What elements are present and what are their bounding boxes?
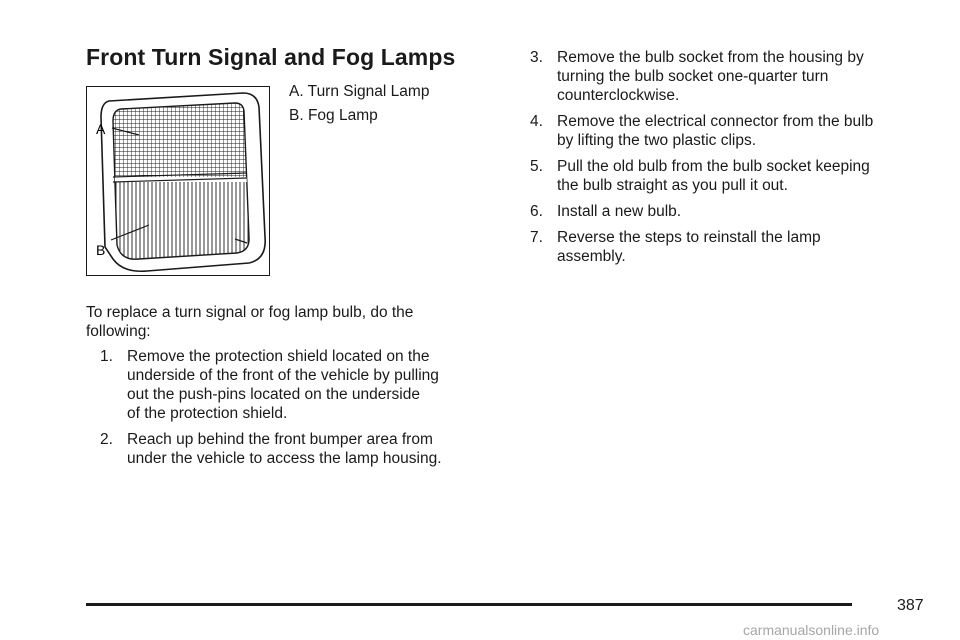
lamp-diagram-svg — [87, 87, 268, 274]
step-line: Pull the old bulb from the bulb socket keeping — [557, 158, 870, 175]
figure-legend — [289, 83, 429, 131]
step-item — [530, 112, 950, 150]
step-number: 2. — [100, 431, 113, 448]
step-line: Reverse the steps to reinstall the lamp — [557, 229, 821, 246]
step-line: turning the bulb socket one-quarter turn — [557, 68, 829, 85]
step-line: Install a new bulb. — [557, 203, 682, 220]
step-item — [530, 202, 950, 221]
step-number: 4. — [530, 113, 543, 130]
turn-signal-lens — [107, 97, 257, 177]
footer-rule — [86, 603, 852, 606]
legend-item-fog-lamp: B. Fog Lamp — [289, 107, 378, 124]
legend-item-turn-signal: A. Turn Signal Lamp — [289, 83, 430, 100]
step-number: 6. — [530, 203, 543, 220]
step-line: underside of the front of the vehicle by pulling — [127, 367, 439, 384]
step-line: out the push-pins located on the underside — [127, 386, 420, 403]
step-text — [557, 157, 950, 195]
step-text — [557, 48, 950, 105]
step-number: 7. — [530, 229, 543, 246]
page-number: 387 — [897, 597, 924, 614]
intro-line: following: — [86, 323, 151, 340]
step-item — [530, 157, 950, 195]
intro-paragraph — [86, 303, 506, 341]
step-item — [100, 430, 520, 468]
lamp-illustration — [86, 86, 270, 276]
page-title: Front Turn Signal and Fog Lamps — [86, 44, 456, 70]
step-line: counterclockwise. — [557, 87, 680, 104]
watermark: carmanualsonline.info — [743, 622, 880, 638]
step-number: 1. — [100, 348, 113, 365]
step-number: 5. — [530, 158, 543, 175]
step-text — [557, 112, 950, 150]
step-text — [557, 202, 950, 221]
callout-b: B — [96, 242, 106, 258]
step-item — [530, 228, 950, 266]
step-line: assembly. — [557, 248, 626, 265]
step-item — [100, 347, 520, 423]
steps-list-right — [530, 48, 950, 273]
step-text — [557, 228, 950, 266]
step-line: by lifting the two plastic clips. — [557, 132, 757, 149]
step-line: of the protection shield. — [127, 405, 288, 422]
step-line: under the vehicle to access the lamp housing. — [127, 450, 442, 467]
fog-lamp-lens — [107, 182, 257, 267]
steps-list-left — [100, 347, 520, 475]
step-item — [530, 48, 950, 105]
step-line: Reach up behind the front bumper area from — [127, 431, 433, 448]
step-text — [127, 430, 520, 468]
step-line: Remove the protection shield located on the — [127, 348, 430, 365]
step-line: Remove the electrical connector from the bulb — [557, 113, 874, 130]
step-number: 3. — [530, 49, 543, 66]
step-line: the bulb straight as you pull it out. — [557, 177, 788, 194]
step-line: Remove the bulb socket from the housing by — [557, 49, 864, 66]
step-text — [127, 347, 520, 423]
callout-a: A — [96, 121, 106, 137]
intro-line: To replace a turn signal or fog lamp bulb, do the — [86, 304, 414, 321]
